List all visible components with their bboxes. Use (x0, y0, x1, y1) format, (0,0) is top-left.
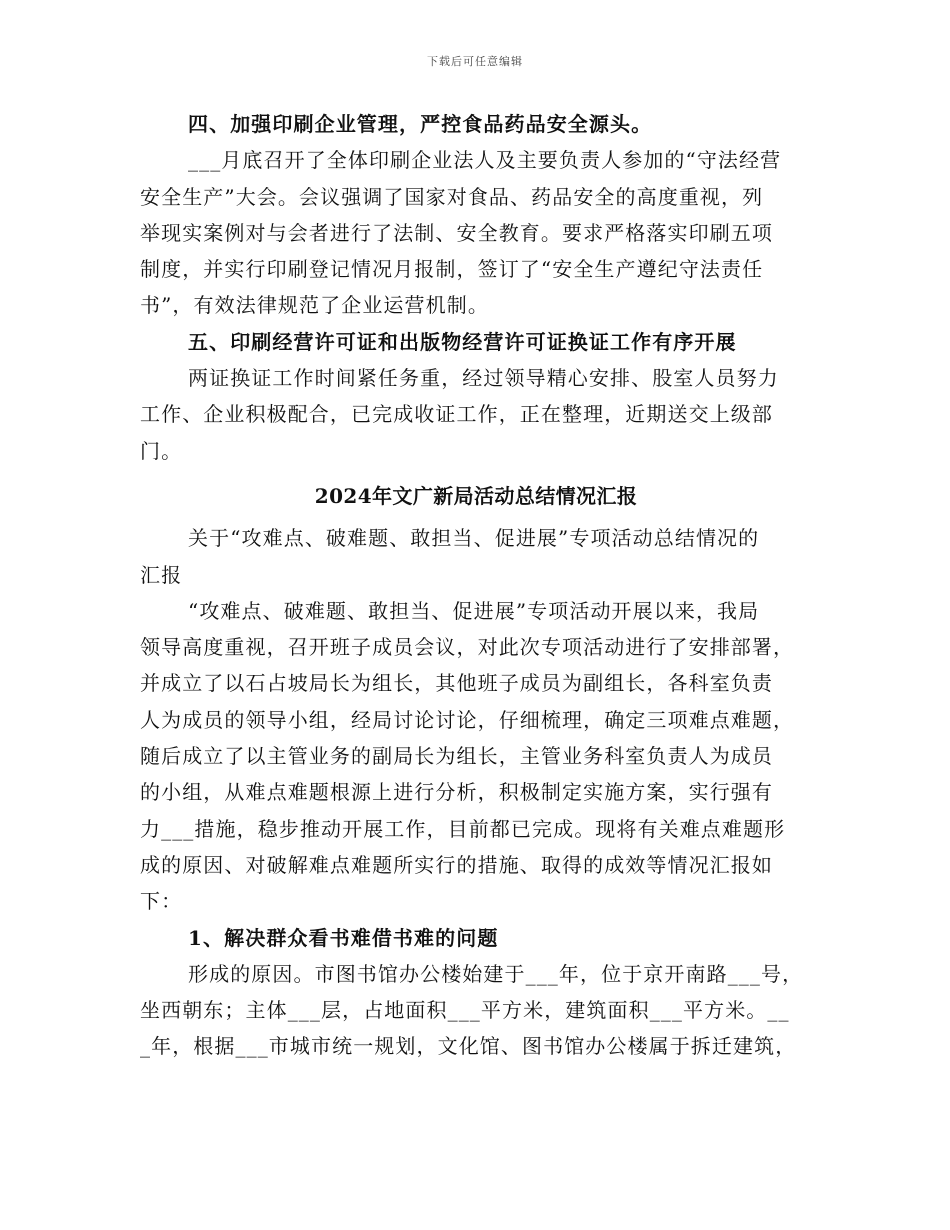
report-title: 2024年文广新局活动总结情况汇报 (314, 483, 638, 508)
paragraph-line: 两证换证工作时间紧任务重，经过领导精心安排、股室人员努力 (188, 366, 779, 391)
section-heading: 五、印刷经营许可证和出版物经营许可证换证工作有序开展 (188, 329, 737, 354)
paragraph-line: 制度，并实行印刷登记情况月报制，签订了“安全生产遵纪守法责任 (140, 257, 764, 282)
section-block-1 (140, 106, 812, 469)
document-body (140, 106, 812, 1065)
paragraph-line: ___月底召开了全体印刷企业法人及主要负责人参加的“守法经营 (188, 148, 782, 173)
section-heading: 1、解决群众看书难借书难的问题 (188, 925, 499, 950)
paragraph-line: 并成立了以石占坡局长为组长，其他班子成员为副组长，各科室负责 (140, 671, 773, 696)
paragraph-line: 形成的原因。市图书馆办公楼始建于___年，位于京开南路___号， (188, 961, 804, 986)
paragraph-line: 门。 (140, 438, 183, 463)
page-header: 下载后可任意编辑 (427, 55, 523, 68)
paragraph-line: 工作、企业积极配合，已完成收证工作，正在整理，近期送交上级部 (140, 402, 773, 427)
paragraph-line: 书”，有效法律规范了企业运营机制。 (140, 293, 489, 318)
paragraph-line: 随后成立了以主管业务的副局长为组长，主管业务科室负责人为成员 (140, 744, 773, 769)
paragraph-line: 的小组，从难点难题根源上进行分析，积极制定实施方案，实行强有 (140, 780, 773, 805)
paragraph-line: 力___措施，稳步推动开展工作，目前都已完成。现将有关难点难题形 (140, 816, 786, 841)
paragraph-line: 关于“攻难点、破难题、敢担当、促进展”专项活动总结情况的 (188, 526, 760, 551)
paragraph-line: 安全生产”大会。会议强调了国家对食品、药品安全的高度重视，列 (140, 184, 764, 209)
paragraph-line: 成的原因、对破解难点难题所实行的措施、取得的成效等情况汇报如 (140, 852, 773, 877)
section-block-2 (140, 520, 812, 1064)
paragraph-line: 坐西朝东；主体___层，占地面积___平方米，建筑面积___平方米。__ (140, 998, 790, 1023)
paragraph-line: 领导高度重视，召开班子成员会议，对此次专项活动进行了安排部署， (140, 635, 795, 660)
paragraph-line: 下： (140, 889, 183, 914)
paragraph-line: 汇报 (140, 562, 183, 587)
paragraph-line: 人为成员的领导小组，经局讨论讨论，仔细梳理，确定三项难点难题， (140, 707, 795, 732)
paragraph-line: 举现实案例对与会者进行了法制、安全教育。要求严格落实印刷五项 (140, 220, 773, 245)
section-heading: 四、加强印刷企业管理，严控食品药品安全源头。 (188, 112, 653, 136)
paragraph-line: “攻难点、破难题、敢担当、促进展”专项活动开展以来，我局 (188, 598, 760, 623)
paragraph-line: _年，根据___市城市统一规划，文化馆、图书馆办公楼属于拆迁建筑， (140, 1034, 797, 1059)
